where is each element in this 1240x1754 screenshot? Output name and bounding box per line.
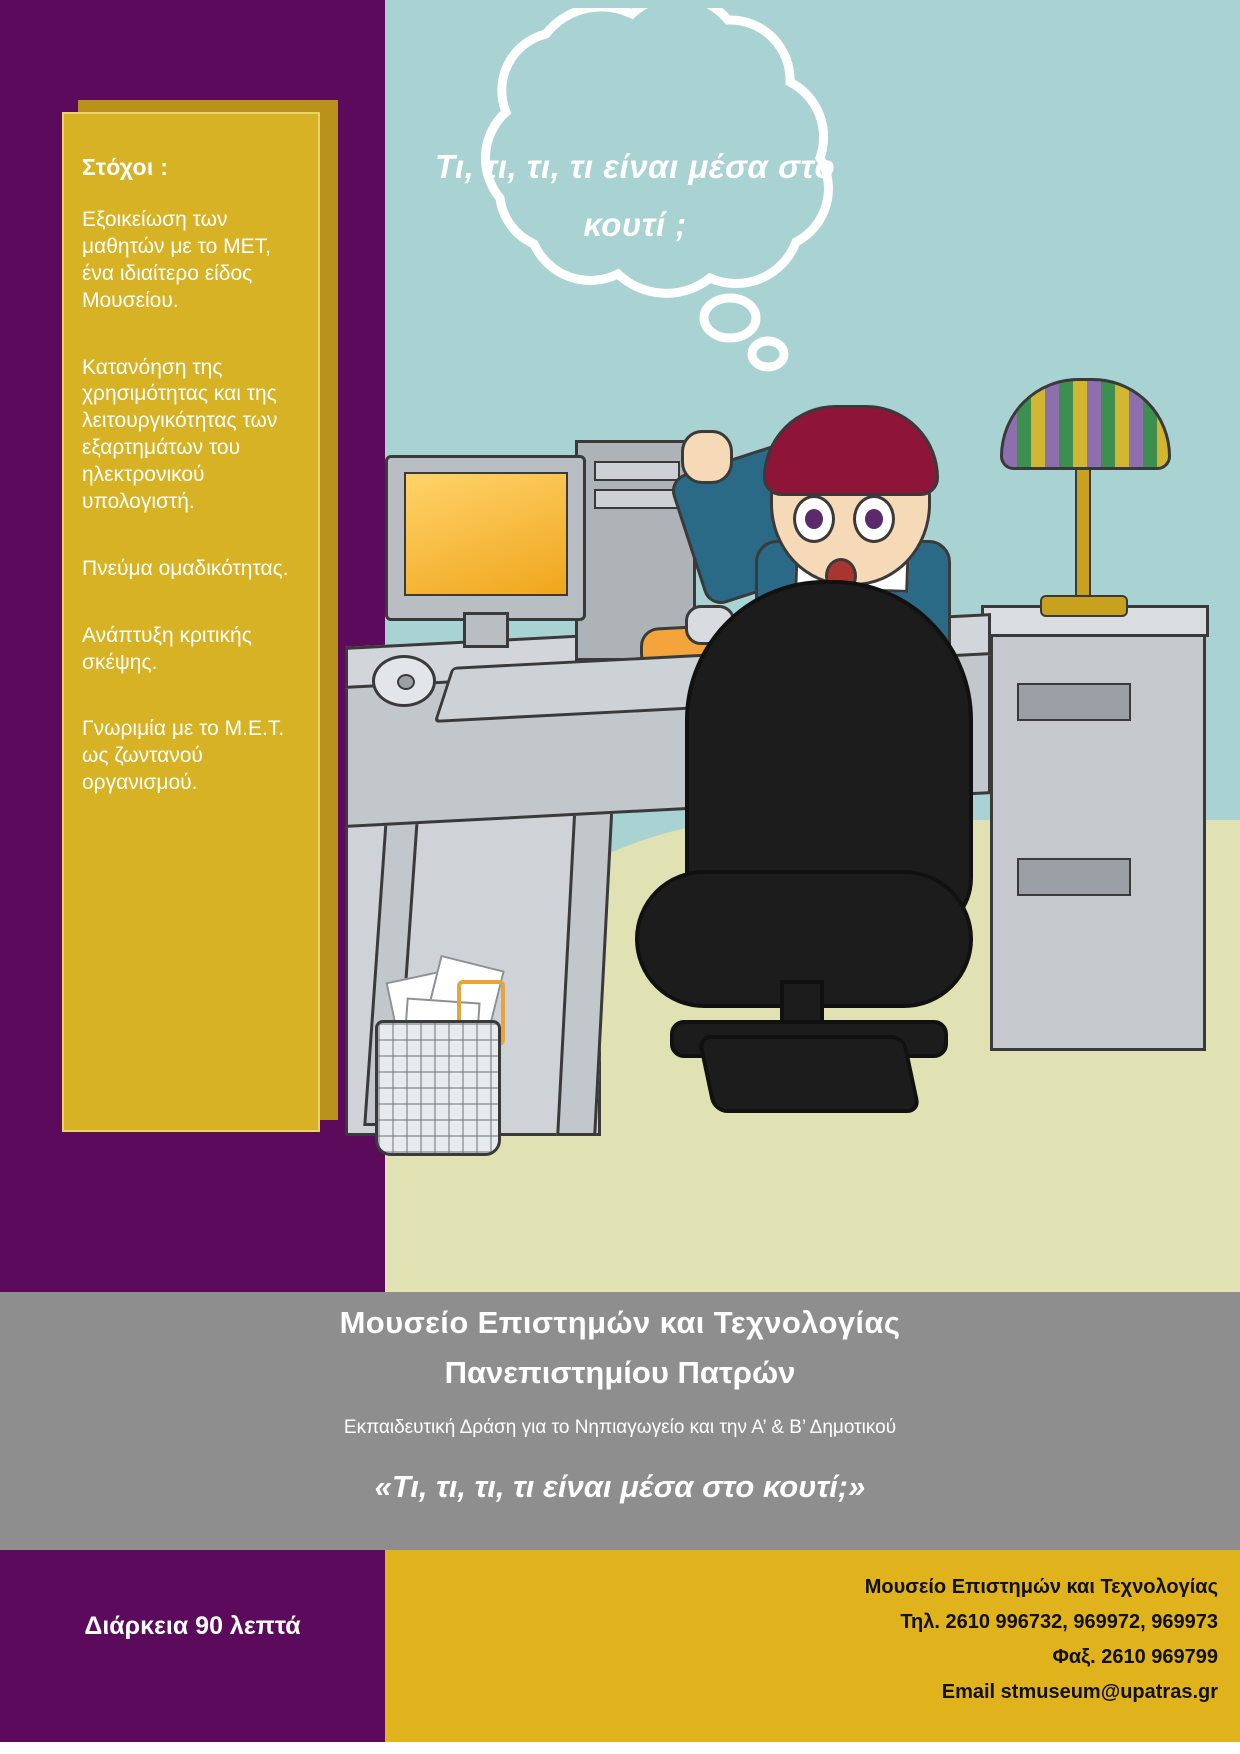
title-banner: [0, 1292, 1240, 1550]
lamp-base: [1040, 595, 1128, 617]
lamp-icon: [1000, 378, 1171, 470]
cd-disc-icon: [372, 655, 436, 707]
museum-name-line1: Μουσείο Επιστημών και Τεχνολογίας: [339, 1305, 901, 1340]
goals-title: Στόχοι :: [82, 154, 169, 180]
child-pupil-right: [865, 509, 883, 529]
goals-box: [62, 112, 320, 1132]
contact-block: [518, 1570, 1218, 1710]
thought-bubble: [400, 8, 870, 408]
monitor-screen: [404, 472, 568, 596]
contact-line-3: Φαξ. 2610 969799: [1052, 1646, 1218, 1668]
duration-label: Διάρκεια 90 λεπτά: [84, 1612, 301, 1640]
thought-bubble-text: Τι, τι, τι, τι είναι μέσα στο κουτί ;: [434, 148, 836, 243]
waste-basket-icon: [375, 1020, 501, 1156]
bottom-white-strip: [0, 1742, 1240, 1754]
goals-item-4: Ανάπτυξη κριτικής σκέψης.: [82, 623, 252, 674]
goals-item-2: Κατανόηση της χρησιμότητας και της λειτουργικότητας των εξαρτημάτων του ηλεκτρονικού υπολογιστή.: [82, 355, 278, 513]
goals-item-1: Εξοικείωση των μαθητών με το ΜΕΤ, ένα ιδιαίτερο είδος Μουσείου.: [82, 208, 271, 312]
child-hair: [763, 405, 939, 496]
cabinet-drawer-upper: [1017, 683, 1131, 721]
tower-drive-bay-1: [594, 461, 680, 481]
child-eye-left: [793, 495, 835, 543]
banner-subtitle: Εκπαιδευτική Δράση για το Νηπιαγωγείο και την Α’ & Β’ Δημοτικού: [343, 1417, 897, 1438]
monitor-stand: [463, 612, 509, 648]
child-pupil-left: [805, 509, 823, 529]
footer-purple-block: [0, 1550, 385, 1754]
footer: [0, 1550, 1240, 1754]
contact-line-2: Τηλ. 2610 996732, 969972, 969973: [900, 1611, 1218, 1633]
monitor-icon: [385, 455, 586, 621]
tower-drive-bay-2: [594, 489, 680, 509]
chair-casters: [697, 1035, 922, 1113]
child-eye-right: [853, 495, 895, 543]
contact-line-1: Μουσείο Επιστημών και Τεχνολογίας: [864, 1576, 1218, 1598]
cabinet-drawer-lower: [1017, 858, 1131, 896]
activity-title: «Τι, τι, τι, τι είναι μέσα στο κουτί;»: [374, 1469, 866, 1504]
goals-item-5: Γνωριμία με το Μ.Ε.Τ. ως ζωντανού οργανισμού.: [82, 717, 285, 795]
cabinet-icon: [990, 620, 1206, 1051]
goals-item-3: Πνεύμα ομαδικότητας.: [82, 556, 289, 580]
contact-line-4: Email stmuseum@upatras.gr: [941, 1681, 1218, 1703]
museum-name-line2: Πανεπιστημίου Πατρών: [444, 1355, 796, 1390]
child-hand: [681, 430, 733, 484]
